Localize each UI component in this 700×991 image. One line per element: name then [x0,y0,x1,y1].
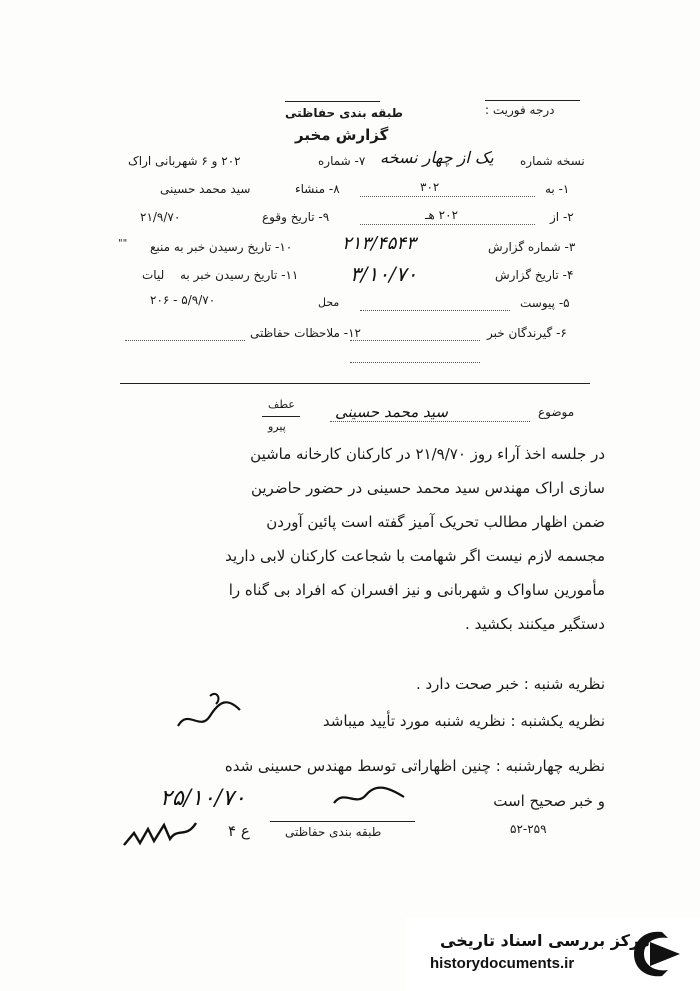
place-value: ۲۰۶ - ۵/۹/۷۰ [150,293,216,307]
watermark-url: historydocuments.ir [430,955,575,972]
subject-note-top: عطف [268,398,295,411]
classification-rule [285,101,380,102]
field4-label: ۴- تاریخ گزارش [495,268,574,282]
field5-dots [360,310,510,311]
field4-value: ۳/۱۰/۷۰ [350,262,418,286]
subject-label: موضوع [538,405,575,419]
field11-value: لیات [142,268,165,282]
field12-label: ۱۲- ملاحظات حفاظتی [250,326,361,340]
body-line-6: دستگیر میکنند بکشید . [465,615,605,633]
bottom-classification-mark: ع ۴ [228,822,250,840]
field7-label: ۷- شماره [318,154,366,168]
classification-top: طبقه بندی حفاظتی [285,106,403,120]
field8-value: سید محمد حسینی [160,182,251,196]
field11-label: ۱۱- تاریخ رسیدن خبر به [180,268,299,282]
field9-value: ۲۱/۹/۷۰ [140,210,181,224]
field1-label: ۱- به [545,182,570,196]
handwritten-date: ۲۵/۱۰/۷۰ [160,786,246,811]
body-line-5: مأمورین ساواک و شهربانی و نیز افسران که افراد بی گناه را [228,581,605,599]
opinion-wednesday-1: نظریه چهارشنبه : چنین اظهاراتی توسط مهندس حسینی شده [224,757,605,775]
body-line-4: مجسمه لازم نیست اگر شهامت با شجاعت کارکنان لابی دارید [225,547,605,565]
field6-label: ۶- گیرندگان خبر [487,326,567,340]
subject-note-rule [262,416,300,417]
field6-dots-2 [350,362,480,363]
copy-label: نسخه شماره [520,154,585,168]
field1-dots [360,196,535,197]
subject-value: سید محمد حسینی [335,403,448,421]
sunday-signature-icon [170,688,250,736]
field2-value: ۲۰۲ هـ [425,208,459,222]
field3-label: ۳- شماره گزارش [488,240,576,254]
field7-value: ۲۰۲ و ۶ شهربانی اراک [128,154,241,168]
field10-label: ۱۰- تاریخ رسیدن خبر به منبع [150,240,293,254]
field2-label: ۲- از [550,210,574,224]
opinion-sunday: نظریه یکشنبه : نظریه شنبه مورد تأیید میباشد [322,712,605,730]
wednesday-signature-icon [330,783,410,811]
place-label: محل [318,296,340,309]
priority-label: درجه فوریت : [485,103,555,117]
field5-label: ۵- پیوست [520,296,570,310]
opinion-wednesday-2: و خبر صحیح است [493,792,605,810]
subject-note-bottom: پیرو [268,420,286,433]
field10-value: "" [118,238,128,249]
field2-dots [360,224,535,225]
watermark-org-name: مرکز بررسی اسناد تاریخی [440,931,650,950]
copy-value: یک از چهار نسخه [380,148,494,167]
bottom-signature-icon [120,815,200,855]
field8-label: ۸- منشاء [295,182,340,196]
field1-value: ۳۰۲ [420,180,440,194]
body-line-3: ضمن اظهار مطالب تحریک آمیز گفته است پائین آوردن [266,513,605,531]
field3-value: ۲۱۳/۴۵۴۳ [342,233,416,254]
field12-dots [125,340,245,341]
bottom-classification: طبقه بندی حفاظتی [285,825,382,839]
body-line-2: سازی اراک مهندس سید محمد حسینی در حضور حاضرین [250,479,605,497]
section-divider [120,383,590,384]
field6-dots [350,340,480,341]
opinion-saturday: نظریه شنبه : خبر صحت دارد . [415,675,605,693]
document-title: گزارش مخبر [295,126,389,144]
bottom-code: ۵۲-۲۵۹ [510,822,547,836]
subject-dots [330,421,530,422]
priority-rule [485,100,580,101]
body-line-1: در جلسه اخذ آراء روز ۲۱/۹/۷۰ در کارکنان کارخانه ماشین [250,445,605,463]
bottom-rule [270,821,415,822]
field9-label: ۹- تاریخ وقوع [262,210,330,224]
